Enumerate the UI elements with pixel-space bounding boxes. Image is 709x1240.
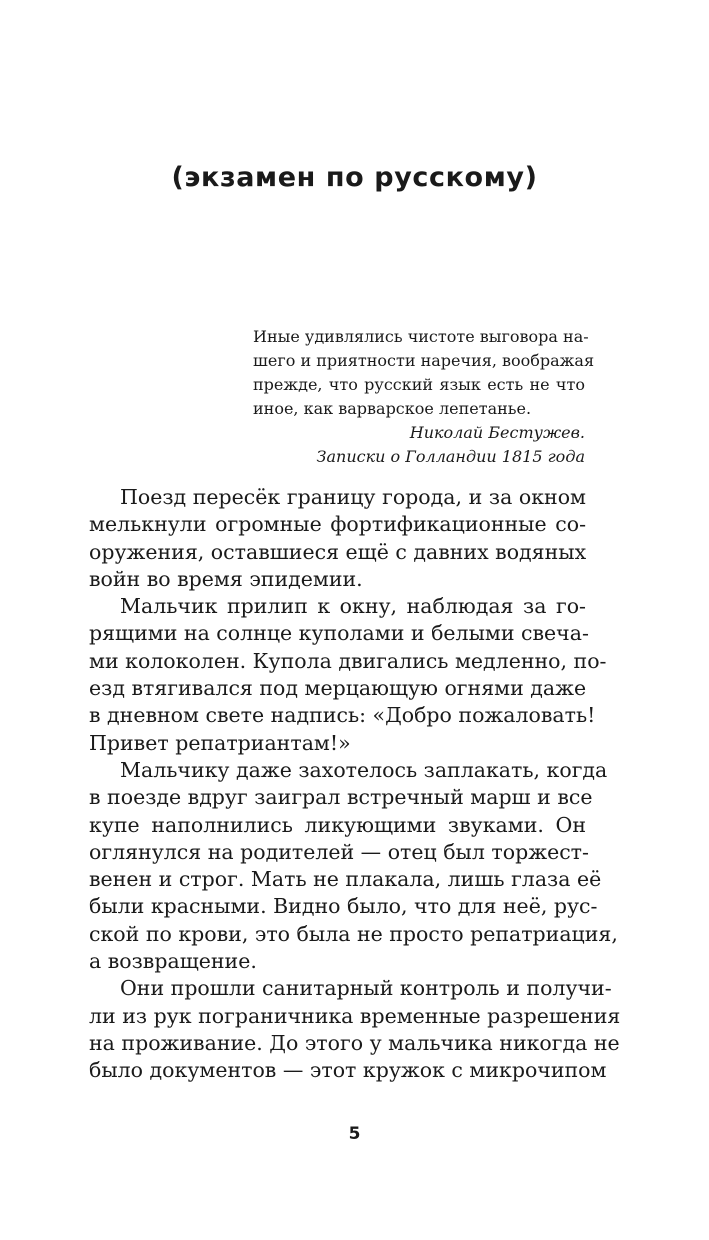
text-line: в поезде вдруг заиграл встречный марш и все [89,785,593,810]
text-line: Они прошли санитарный контроль и получи- [120,976,612,1001]
body-text [89,484,621,1085]
text-line: ли из рук пограничника временные разрешения [89,1003,621,1028]
epigraph-line: шего и приятности наречия, воображая [253,351,595,370]
text-line: войн во время эпидемии. [89,566,363,591]
text-line: езд втягивался под мерцающую огнями даже [89,676,587,701]
text-line: Мальчик прилип к окну, наблюдая за го- [120,594,586,619]
text-line: Мальчику даже захотелось заплакать, когда [120,757,608,782]
text-line: мелькнули огромные фортификационные со- [89,512,586,537]
text-line: венен и строг. Мать не плакала, лишь глаза её [89,867,602,892]
text-line: оглянулся на родителей — отец был торжест- [89,839,589,864]
chapter-title: (экзамен по русскому) [171,162,538,193]
text-line: были красными. Видно было, что для неё, рус- [89,894,598,919]
text-line: Поезд пересёк границу города, и за окном [120,485,586,509]
epigraph-author: Николай Бестужев. [409,423,585,442]
text-line: в дневном свете надпись: «Добро пожаловать! [89,703,596,728]
text-line: Привет репатриантам!» [89,730,351,755]
text-line: на проживание. До этого у мальчика никогда не [89,1030,620,1055]
text-line: а возвращение. [89,949,257,974]
text-line: рящими на солнце куполами и белыми свеча- [89,621,589,646]
text-line: ми колоколен. Купола двигались медленно, по- [89,648,607,673]
page-number: 5 [348,1124,361,1144]
epigraph [253,325,595,469]
epigraph-source: Записки о Голландии 1815 года [316,447,585,466]
text-line: было документов — этот кружок с микрочипом [89,1058,607,1083]
epigraph-line: Иные удивлялись чистоте выговора на- [253,327,589,346]
epigraph-line: прежде, что русский язык есть не что [253,375,585,394]
epigraph-line: иное, как варварское лепетанье. [253,399,532,418]
text-line: ской по крови, это была не просто репатриация, [89,921,618,946]
text-line: оружения, оставшиеся ещё с давних водяных [89,539,587,564]
text-line: купе наполнились ликующими звуками. Он [89,812,586,837]
